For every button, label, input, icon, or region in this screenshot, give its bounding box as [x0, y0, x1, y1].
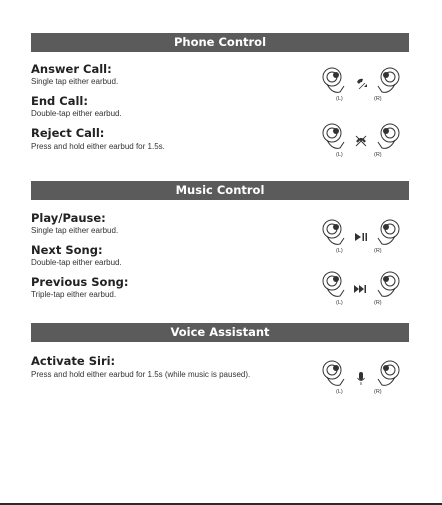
play-pause-icon [355, 233, 367, 241]
end-call-description: Double-tap either earbud. [31, 109, 122, 118]
earbud-pair-answer [318, 62, 410, 102]
earbud-pair-next [318, 266, 410, 306]
earbud-pair-reject [318, 118, 410, 158]
reject-call-icon [356, 136, 366, 146]
microphone-icon [358, 372, 365, 385]
right-label: (R) [374, 96, 382, 102]
left-label: (L) [336, 96, 343, 102]
next-track-icon [354, 285, 366, 293]
reject-call-title: Reject Call: [31, 126, 105, 140]
activate-siri-description: Press and hold either earbud for 1.5s (while music is paused). [31, 370, 251, 379]
earbud-pair-siri [318, 355, 410, 395]
answer-call-description: Single tap either earbud. [31, 77, 119, 86]
left-label: (L) [336, 248, 343, 254]
activate-siri-title: Activate Siri: [31, 354, 116, 368]
earbud-icon [323, 220, 399, 244]
earbud-icon [323, 272, 399, 296]
music-control-header: Music Control [31, 181, 409, 200]
play-pause-description: Single tap either earbud. [31, 226, 119, 235]
right-label: (R) [374, 152, 382, 158]
left-label: (L) [336, 300, 343, 306]
left-label: (L) [336, 152, 343, 158]
reject-call-description: Press and hold either earbud for 1.5s. [31, 142, 165, 151]
previous-song-title: Previous Song: [31, 275, 129, 289]
earbud-pair-play [318, 214, 410, 254]
end-call-title: End Call: [31, 94, 88, 108]
left-label: (L) [336, 389, 343, 395]
play-pause-title: Play/Pause: [31, 211, 106, 225]
next-song-description: Double-tap either earbud. [31, 258, 122, 267]
next-song-title: Next Song: [31, 243, 103, 257]
earbud-icon [323, 124, 399, 148]
phone-control-header: Phone Control [31, 33, 409, 52]
right-label: (R) [374, 389, 382, 395]
right-label: (R) [374, 248, 382, 254]
voice-assistant-header: Voice Assistant [31, 323, 409, 342]
answer-call-title: Answer Call: [31, 62, 112, 76]
answer-call-icon [357, 79, 367, 89]
previous-song-description: Triple-tap either earbud. [31, 290, 117, 299]
right-label: (R) [374, 300, 382, 306]
